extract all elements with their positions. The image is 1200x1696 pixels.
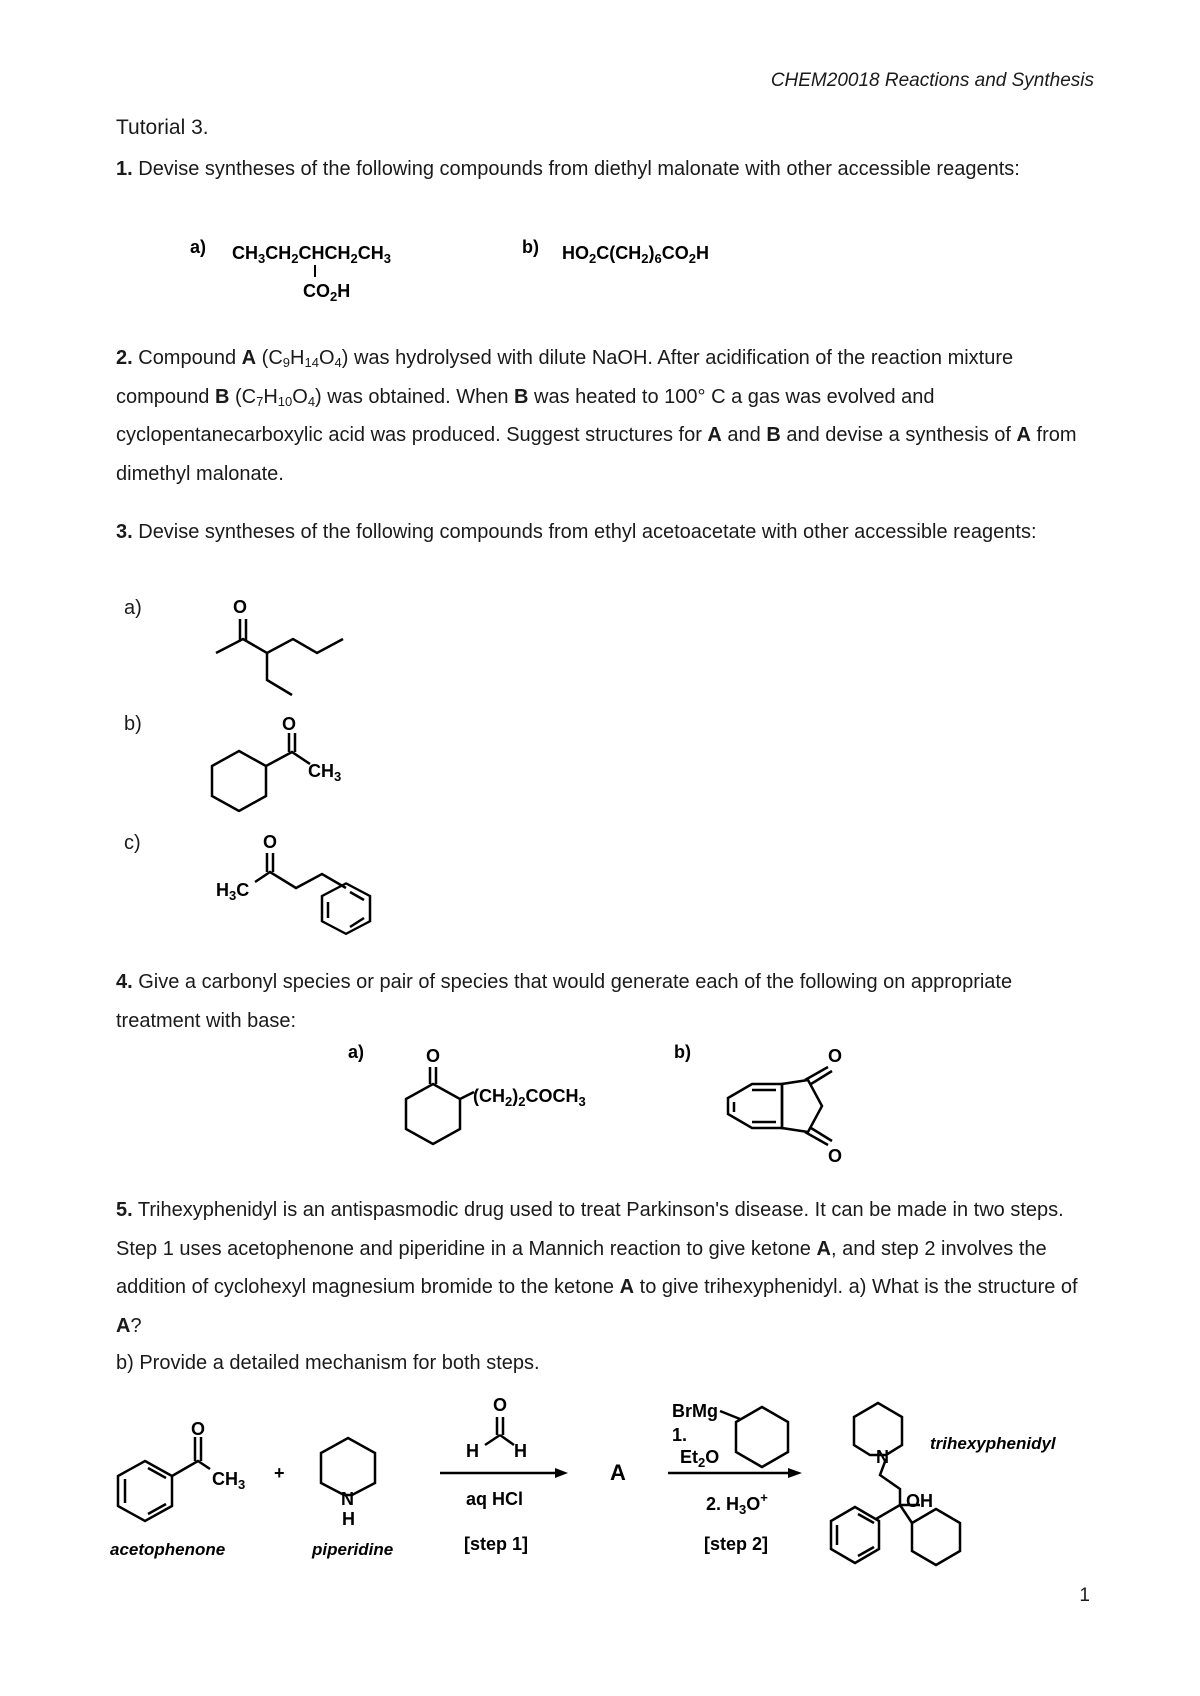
- svg-text:O: O: [828, 1146, 843, 1166]
- formaldehyde-h2: H: [514, 1441, 527, 1461]
- reagent-h3o: 2. $H_3O^+$: [706, 1490, 768, 1517]
- q4-b-label: b): [674, 1042, 691, 1062]
- svg-text:O: O: [493, 1395, 508, 1415]
- page-number: 1: [1079, 1585, 1090, 1606]
- reagent-aq-hcl: aq HCl: [466, 1489, 524, 1509]
- q1-a-label: a): [190, 237, 207, 257]
- trihexyphenidyl-oh: OH: [906, 1491, 933, 1511]
- question-4: 4. Give a carbonyl species or pair of species that would generate each of the following on appropriate treatment with base:: [116, 971, 1013, 1032]
- formaldehyde-h1: H: [466, 1441, 479, 1461]
- q4-a-label: a): [348, 1042, 365, 1062]
- question-5-part-b: b) Provide a detailed mechanism for both steps.: [116, 1352, 540, 1374]
- question-5: 5. Trihexyphenidyl is an antispasmodic drug used to treat Parkinson's disease. It can be made in two steps. Step 1 uses acetophenone and piperidine in a Mannich reaction to give ketone A, and step 2 involves the addition of cyclohexyl magnesium bromide to the ketone A to give trihexyphenidyl. a) What is the structure of A?: [116, 1199, 1078, 1337]
- svg-text:O: O: [426, 1046, 441, 1066]
- acetophenone-label: acetophenone: [110, 1540, 226, 1559]
- q3-c-label: c): [124, 832, 141, 854]
- intermediate-A: A: [610, 1460, 626, 1485]
- reagent-brmg: BrMg: [672, 1401, 718, 1421]
- step-1-label: [step 1]: [464, 1534, 529, 1554]
- q3-b-structure: [200, 712, 360, 812]
- trihexyphenidyl-label: trihexyphenidyl: [930, 1434, 1056, 1453]
- plus-sign: +: [274, 1463, 285, 1483]
- piperidine-n: N: [341, 1489, 354, 1509]
- acetophenone-ch3: $CH_3$: [212, 1469, 246, 1492]
- q3-a-structure: [200, 595, 360, 705]
- q3-c-structure: [200, 830, 400, 940]
- svg-text:O: O: [263, 832, 278, 852]
- svg-text:O: O: [828, 1046, 843, 1066]
- running-header: CHEM20018 Reactions and Synthesis: [770, 70, 1094, 91]
- q1-b-label: b): [522, 237, 539, 257]
- q4-b-structure: [670, 1040, 870, 1170]
- page-title: Tutorial 3.: [116, 116, 209, 139]
- q3-b-label: b): [124, 713, 142, 735]
- q1-a-co2h: $CO_2H$: [303, 281, 351, 304]
- piperidine-label: piperidine: [312, 1540, 394, 1559]
- step-2-label: [step 2]: [704, 1534, 769, 1554]
- question-1: 1. Devise syntheses of the following compounds from diethyl malonate with other accessible reagents:: [116, 158, 1020, 180]
- q4-a-chain: $(CH_2)_2COCH_3$: [473, 1086, 586, 1109]
- q3-b-ch3: $CH_3$: [308, 761, 342, 784]
- q1-structures: [180, 235, 740, 310]
- piperidine-h: H: [342, 1509, 355, 1529]
- question-2: 2. Compound A $(C_9H_{14}O_4)$ was hydrolysed with dilute NaOH. After acidification of the reaction mixture compound B $(C_7H_{10}O_4)$ was obtained. When B was heated to 100° C a gas was evolved and cyclopentanecarboxylic acid was produced. Suggest structures for A and B and devise a synthesis of A from dimethyl malonate.: [116, 347, 1077, 485]
- q4-a-structure: [340, 1040, 620, 1160]
- step-2-one: 1.: [672, 1425, 688, 1445]
- q3-a-label: a): [124, 597, 142, 619]
- q1-b-formula: $HO_2C(CH_2)_6CO_2H$: [562, 243, 709, 266]
- reagent-et2o: $Et_2O$: [680, 1447, 720, 1470]
- svg-text:O: O: [233, 597, 248, 617]
- q3-c-h3c: $H_3C$: [216, 880, 250, 903]
- question-3: 3. Devise syntheses of the following compounds from ethyl acetoacetate with other accessible reagents:: [116, 521, 1037, 543]
- svg-text:O: O: [282, 714, 297, 734]
- reaction-scheme: [100, 1395, 1100, 1585]
- q1-a-formula: $CH_3CH_2CHCH_2CH_3$: [232, 243, 391, 266]
- trihexyphenidyl-n: N: [876, 1447, 889, 1467]
- svg-text:O: O: [191, 1419, 206, 1439]
